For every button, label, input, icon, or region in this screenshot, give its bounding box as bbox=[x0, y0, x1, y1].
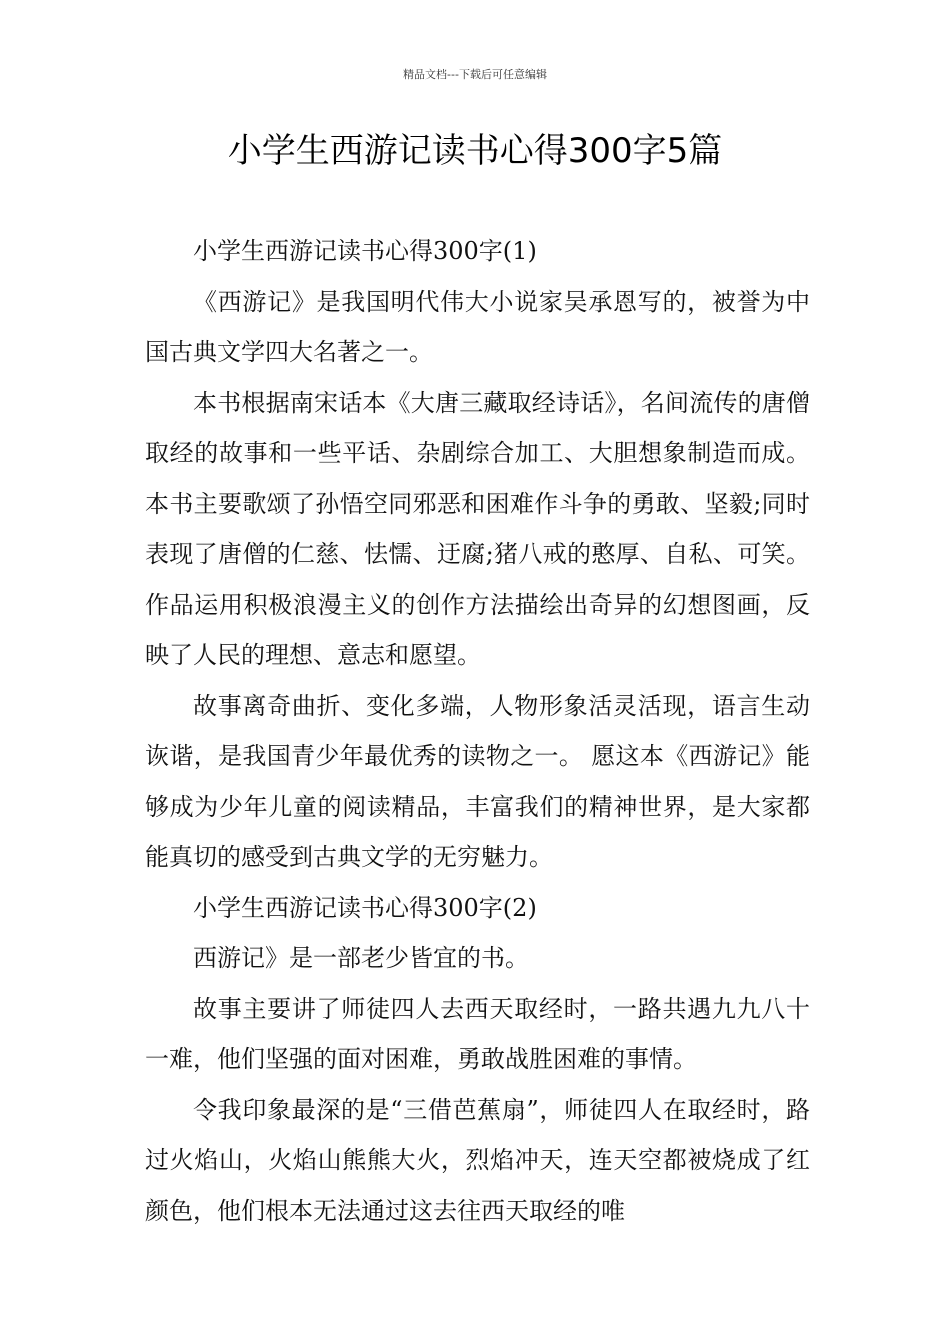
paragraph: 《西游记》是我国明代伟大小说家吴承恩写的，被誉为中国古典文学四大名著之一。 bbox=[145, 287, 810, 366]
section-heading-1: 小学生西游记读书心得300字(1) bbox=[193, 237, 537, 265]
paragraph: 故事离奇曲折、变化多端，人物形象活灵活现，语言生动诙谐，是我国青少年最优秀的读物之一。 愿这本《西游记》能够成为少年儿童的阅读精品，丰富我们的精神世界，是大家都能真切的感受到古典文学的无穷魅力。 bbox=[145, 691, 810, 871]
document-title: 小学生西游记读书心得300字5篇 bbox=[227, 131, 723, 171]
paragraph: 故事主要讲了师徒四人去西天取经时，一路共遇九九八十一难，他们坚强的面对困难，勇敢战胜困难的事情。 bbox=[145, 994, 810, 1073]
paragraph: 本书根据南宋话本《大唐三藏取经诗话》，名间流传的唐僧取经的故事和一些平话、杂剧综合加工、大胆想象制造而成。本书主要歌颂了孙悟空同邪恶和困难作斗争的勇敢、坚毅;同时表现了唐僧的仁慈、怯懦、迂腐;猪八戒的憨厚、自私、可笑。作品运用积极浪漫主义的创作方法描绘出奇异的幻想图画，反映了人民的理想、意志和愿望。 bbox=[145, 388, 810, 669]
section-heading-2: 小学生西游记读书心得300字(2) bbox=[193, 893, 537, 922]
paragraph: 西游记》是一部老少皆宜的书。 bbox=[193, 944, 529, 972]
document-body bbox=[145, 226, 810, 1236]
paragraph: 令我印象最深的是“三借芭蕉扇”，师徒四人在取经时，路过火焰山，火焰山熊熊大火，烈焰冲天，连天空都被烧成了红颜色，他们根本无法通过这去往西天取经的唯 bbox=[145, 1095, 810, 1225]
page-header-note: 精品文档---下载后可任意编辑 bbox=[403, 68, 547, 81]
